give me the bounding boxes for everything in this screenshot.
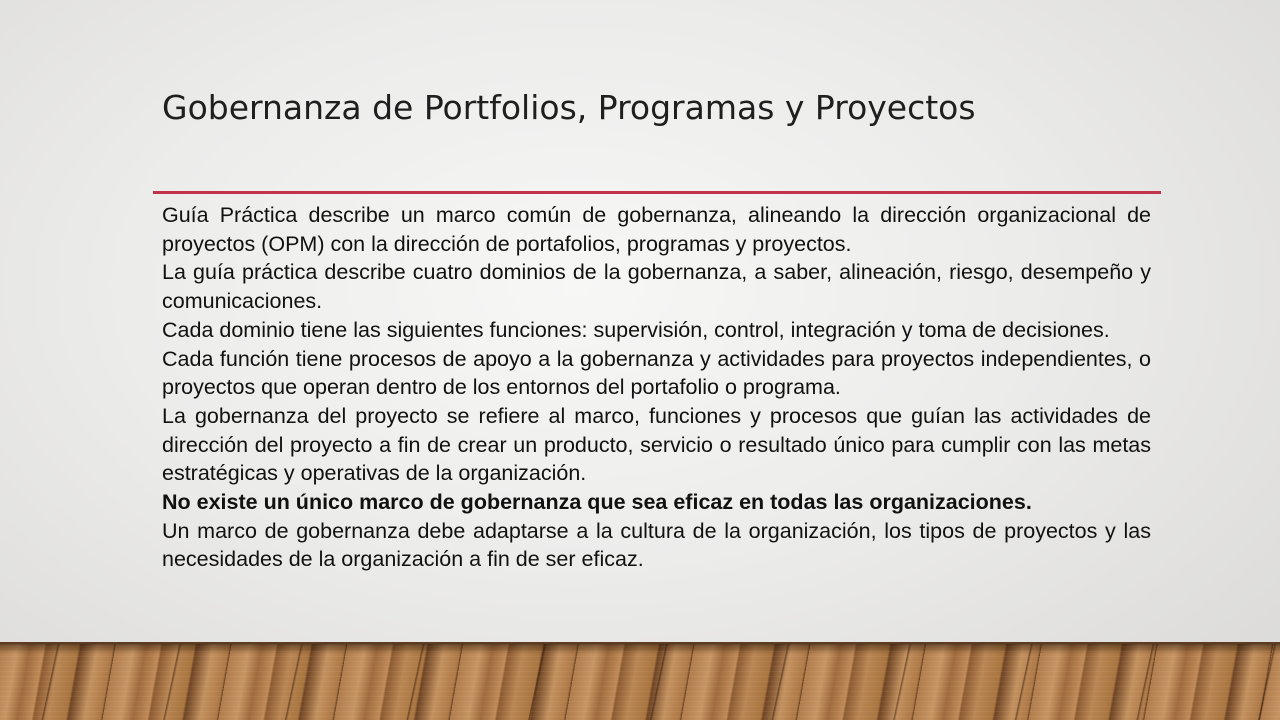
body-paragraph-7: Un marco de gobernanza debe adaptarse a la cultura de la organización, los tipos de proyectos y las necesidades de la organización a fin de ser eficaz. [162, 518, 1151, 572]
wood-grain-texture [0, 644, 1280, 720]
body-paragraph-5: La gobernanza del proyecto se refiere al marco, funciones y procesos que guían las actividades de dirección del proyecto a fin de crear un producto, servicio o resultado único para cumplir con las metas estratégicas y operativas de la organización. [162, 403, 1151, 486]
body-paragraph-6-emphasis: No existe un único marco de gobernanza que sea eficaz en todas las organizaciones. [162, 490, 1032, 515]
body-paragraph-2: La guía práctica describe cuatro dominios de la gobernanza, a saber, alineación, riesgo, desempeño y comunicaciones. [162, 260, 1151, 314]
body-paragraph-4: Cada función tiene procesos de apoyo a la gobernanza y actividades para proyectos independientes, o proyectos que operan dentro de los entornos del portafolio o programa. [162, 346, 1151, 400]
body-paragraph-3: Cada dominio tiene las siguientes funciones: supervisión, control, integración y toma de decisiones. [162, 317, 1110, 342]
slide-body [162, 201, 1151, 574]
body-paragraph-1: Guía Práctica describe un marco común de gobernanza, alineando la dirección organizacional de proyectos (OPM) con la dirección de portafolios, programas y proyectos. [162, 203, 1151, 256]
title-divider [153, 191, 1161, 194]
wood-floor-decoration [0, 642, 1280, 720]
slide-title: Gobernanza de Portfolios, Programas y Proyectos [162, 88, 976, 127]
